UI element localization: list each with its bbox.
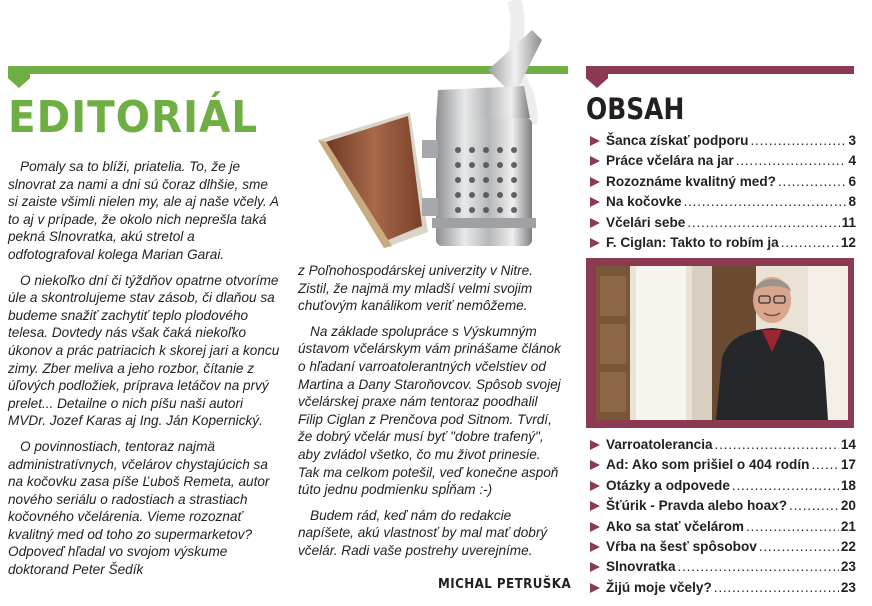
triangle-bullet-icon: [590, 460, 600, 470]
triangle-bullet-icon: [590, 481, 600, 491]
contents-item-page: 12: [840, 234, 856, 250]
triangle-bullet-icon: [590, 156, 600, 166]
contents-item[interactable]: [588, 557, 856, 577]
contents-item[interactable]: [588, 233, 856, 253]
beekeeper-photo: [596, 266, 848, 420]
contents-item-page: 8: [848, 194, 856, 210]
triangle-bullet-icon: [590, 562, 600, 572]
editorial-paragraph: O povinnostiach, tentoraz najmä administratívnych, včelárov chystajúcich sa na kočovku zasa píše Ľuboš Remeta, autor nového seriálu o radostiach a strastiach kočovného včelárenia. Vieme rozoznať kvalitný med od toho zo supermarketov? Odpoveď hľadal vo svojom výskume doktorand Peter Šedík: [8, 438, 270, 578]
contents-item-title: Práce včelára na jar: [606, 153, 734, 169]
contents-item[interactable]: [588, 578, 856, 598]
contents-item-page: 6: [848, 173, 856, 189]
contents-item[interactable]: [588, 517, 856, 537]
contents-title: OBSAH: [586, 92, 685, 126]
contents-item-title: Varroatolerancia: [606, 437, 713, 452]
contents-item[interactable]: [588, 151, 856, 171]
contents-item[interactable]: [588, 435, 856, 455]
contents-item-title: F. Ciglan: Takto to robím ja: [606, 234, 779, 250]
bee-smoker-image: [318, 0, 550, 252]
triangle-bullet-icon: [590, 501, 600, 511]
editorial-title: EDITORIÁL: [8, 92, 258, 143]
contents-item-title: Otázky a odpovede: [606, 477, 730, 493]
contents-item-title: Vŕba na šesť spôsobov: [606, 538, 757, 554]
editorial-paragraph: z Poľnohospodárskej univerzity v Nitre. Zistil, že najmä my mladší velmi svojim chuťovým kanálikom veriť nemôžeme.: [298, 263, 534, 314]
triangle-bullet-icon: [590, 218, 600, 228]
triangle-bullet-icon: [590, 197, 600, 207]
editorial-paragraph: Pomaly sa to blíži, priatelia. To, že je slnovrat za nami a dni sú čoraz dlhšie, sme si zaiste všimli nielen my, ale aj naše včely. A to aj v prípade, že okolo nich neprešla taká pekná Slnovratka, akú stretol a odfotografoval kolega Marian Garai.: [8, 159, 279, 262]
editorial-column-1: [8, 158, 280, 587]
triangle-bullet-icon: [590, 238, 600, 248]
contents-item-title: Šťúrik - Pravda alebo hoax?: [606, 498, 788, 514]
editorial-column-2: [298, 262, 564, 568]
editorial-paragraph: Budem rád, keď nám do redakcie napíšete, akú vlastnosť by mal mať dobrý včelár. Radi vaše postrehy uverejníme.: [298, 507, 548, 558]
contents-item[interactable]: [588, 537, 856, 557]
triangle-bullet-icon: [590, 583, 600, 593]
editorial-rule-tab: [8, 74, 30, 88]
editorial-paragraph: O niekoľko dní či týždňov opatrne otvoríme úle a skontrolujeme stav zásob, či dlaňou sa budeme snažiť zachytiť teplo plodového telesa. Dovtedy nás však čaká niekoľko úkonov a prác patriacich k skorej jari a koncu zimy. Zber meliva a jeho rozbor, čítanie z úľových podložiek, príprava letáčov na prvý prelet... Detailne o nich píšu naši autori MVDr. Jozef Karas aj Ing. Ján Kopernický.: [8, 272, 280, 429]
contents-item-page: 3: [848, 133, 856, 148]
editorial-paragraph: Na základe spolupráce s Výskumným ústavom včelárskym vám prinášame článok o hľadaní varroatolerantných včelstiev od Martina a Dany Staroňovcov. Spôsob svojej včelárskej praxe nám tentoraz poodhalil Filip Ciglan z Prenčova pod Sitnom. Tvrdí, že dobrý včelár musí byť "dobre trafený", aby zvládol všetko, čo mu život prinesie. Tak ma celkom potešil, veď konečne aspoň túto jednu podmienku spĺňam :-): [298, 323, 561, 498]
author-signature: MICHAL PETRUŠKA: [438, 576, 572, 592]
contents-item-title: Ako sa stať včelárom: [606, 518, 744, 534]
contents-item[interactable]: [588, 496, 856, 516]
contents-item-page: 22: [840, 538, 856, 554]
contents-list-bottom: [588, 435, 856, 598]
triangle-bullet-icon: [590, 136, 600, 146]
contents-item-page: 23: [840, 579, 856, 595]
contents-item[interactable]: [588, 192, 856, 212]
contents-item-title: Na kočovke: [606, 194, 682, 210]
triangle-bullet-icon: [590, 440, 600, 450]
contents-item-title: Žijú moje včely?: [606, 579, 712, 595]
triangle-bullet-icon: [590, 542, 600, 552]
contents-item[interactable]: [588, 455, 856, 475]
contents-top-rule: [586, 66, 854, 74]
contents-item[interactable]: [588, 476, 856, 496]
contents-item-title: Šanca získať podporu: [606, 133, 749, 148]
contents-item-title: Včelári sebe: [606, 214, 686, 230]
contents-item-page: 18: [840, 477, 856, 493]
contents-item-page: 11: [841, 214, 856, 230]
triangle-bullet-icon: [590, 522, 600, 532]
contents-item-page: 20: [840, 498, 856, 514]
contents-item-page: 21: [840, 518, 856, 534]
contents-item-title: Ad: Ako som prišiel o 404 rodín: [606, 457, 810, 473]
contents-item[interactable]: [588, 172, 856, 192]
contents-item-title: Slnovratka: [606, 559, 676, 575]
contents-item-page: 4: [848, 153, 856, 169]
contents-list-top: [588, 131, 856, 253]
contents-item-title: Rozoznáme kvalitný med?: [606, 173, 776, 189]
contents-item-page: 14: [840, 437, 856, 452]
contents-item-page: 23: [840, 559, 856, 575]
contents-rule-tab: [586, 74, 608, 88]
triangle-bullet-icon: [590, 177, 600, 187]
contents-item[interactable]: [588, 213, 856, 233]
contents-item-page: 17: [840, 457, 856, 473]
beekeeper-portrait-image: [596, 266, 848, 420]
contents-item[interactable]: [588, 131, 856, 151]
